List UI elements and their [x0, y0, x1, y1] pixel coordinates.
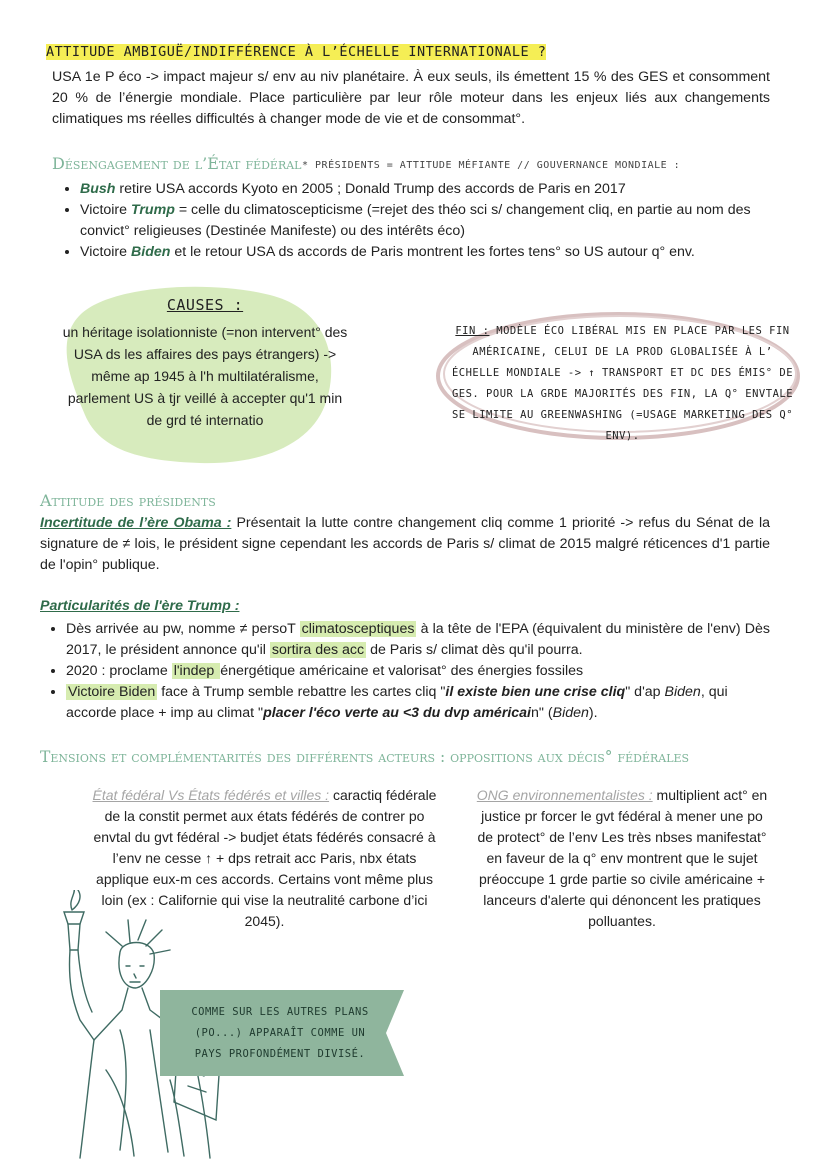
presidents-aside-note: * PRÉSIDENTS = ATTITUDE MÉFIANTE // GOUVERNANCE MONDIALE : — [302, 160, 681, 171]
list-item: • Victoire Biden et le retour USA ds accords de Paris montrent les fortes tens° so US autour q° env. — [80, 242, 770, 263]
section-title-presidents: Attitude des présidents — [40, 491, 216, 510]
trump-subtitle: Particularités de l'ère Trump : — [40, 598, 240, 614]
causes-text: un héritage isolationniste (=non intervent° des USA ds les affaires des pays étrangers) -> même ap 1945 à l'h multilatéralisme, parlement US à tjr veillé à accepter qu'1 min de grd té internatio — [62, 324, 348, 428]
list-item: • Bush retire USA accords Kyoto en 2005 ; Donald Trump des accords de Paris en 2017 — [80, 179, 770, 200]
desengagement-list — [58, 179, 770, 263]
list-item: • Victoire Biden face à Trump semble rebattre les cartes cliq "il existe bien une crise cliq" d'ap Biden, qui accorde place + imp au climat "placer l'éco verte au <3 du dvp américain" (Biden). — [66, 682, 770, 724]
etat-federal-block: État fédéral Vs États fédérés et villes : caractiq fédérale de la constit permet aux états fédérés de contrer po envtal du gvt fédéral -> budjet états fédérés consacré à l’env ne cesse ↑ + dps retrait acc Paris, nbx états applique eux-m ces accords. Certains vont même plus loin (ex : Californie qui vise la neutralité carbone d’ici 2045). — [92, 787, 437, 929]
section-title-desengagement: Désengagement de l’État fédéral — [52, 154, 302, 173]
list-item: • Dès arrivée au pw, nomme ≠ persoT climatosceptiques à la tête de l'EPA (équivalent du ministère de l'env) Dès 2017, le président annonce qu'il sortira des acc de Paris s/ climat dès qu'il pourra. — [66, 619, 770, 661]
obama-paragraph: Incertitude de l’ère Obama : Présentait la lutte contre changement cliq comme 1 priorité -> refus du Sénat de la signature de ≠ lois, le président signe cependant les accords de Paris s/ climat de 2015 malgré réticences d'1 partie de l'opin° publique. — [40, 515, 770, 573]
section-title-tensions: Tensions et complémentarités des différents acteurs : oppositions aux décis° fédérales — [40, 748, 690, 766]
trump-list — [44, 619, 770, 724]
causes-title: CAUSES : — [166, 296, 244, 314]
list-item: • Victoire Trump = celle du climatoscepticisme (=rejet des théo sci s/ changement cliq, en partie au nom des convict° religieuses (Destinée Manifeste) ou des intérêts éco) — [80, 200, 770, 242]
intro-paragraph: USA 1e P éco -> impact majeur s/ env au niv planétaire. À eux seuls, ils émettent 15 % des GES et consomment 20 % de l’énergie mondiale. Place particulière par leur rôle moteur dans les enjeux liés aux changements climatiques ms réelles difficultés à changer mode de vie et de consommat°. — [52, 69, 770, 127]
ong-block: ONG environnementalistes : multiplient act° en justice pr forcer le gvt fédéral à mener une po de protect° de l’env Les très nbses manifestat° en faveur de la q° env montrent que le sujet préoccupe 1 grde partie so civile américaine + lanceurs d'alerte qui dénoncent les pratiques polluantes. — [476, 787, 768, 929]
list-item: • 2020 : proclame l'indep énergétique américaine et valorisat° des énergies fossiles — [66, 661, 770, 682]
fin-note: FIN : MODÈLE ÉCO LIBÉRAL MIS EN PLACE PAR LES FIN AMÉRICAINE, CELUI DE LA PROD GLOBALISÉE À L’ ÉCHELLE MONDIALE -> ↑ TRANSPORT ET DC DES ÉMIS° DE GES. POUR LA GRDE MAJORITÉS DES FIN, LA Q° ENVTALE SE LIMITE AU GREENWASHING (=USAGE MARKETING DES Q° ENV). — [451, 325, 794, 442]
banner-text: COMME SUR LES AUTRES PLANS (PO...) APPARAÎT COMME UN PAYS PROFONDÉMENT DIVISÉ. — [191, 1006, 369, 1060]
section-title-attitude: ATTITUDE AMBIGUË/INDIFFÉRENCE À L’ÉCHELLE INTERNATIONALE ? — [46, 44, 547, 60]
